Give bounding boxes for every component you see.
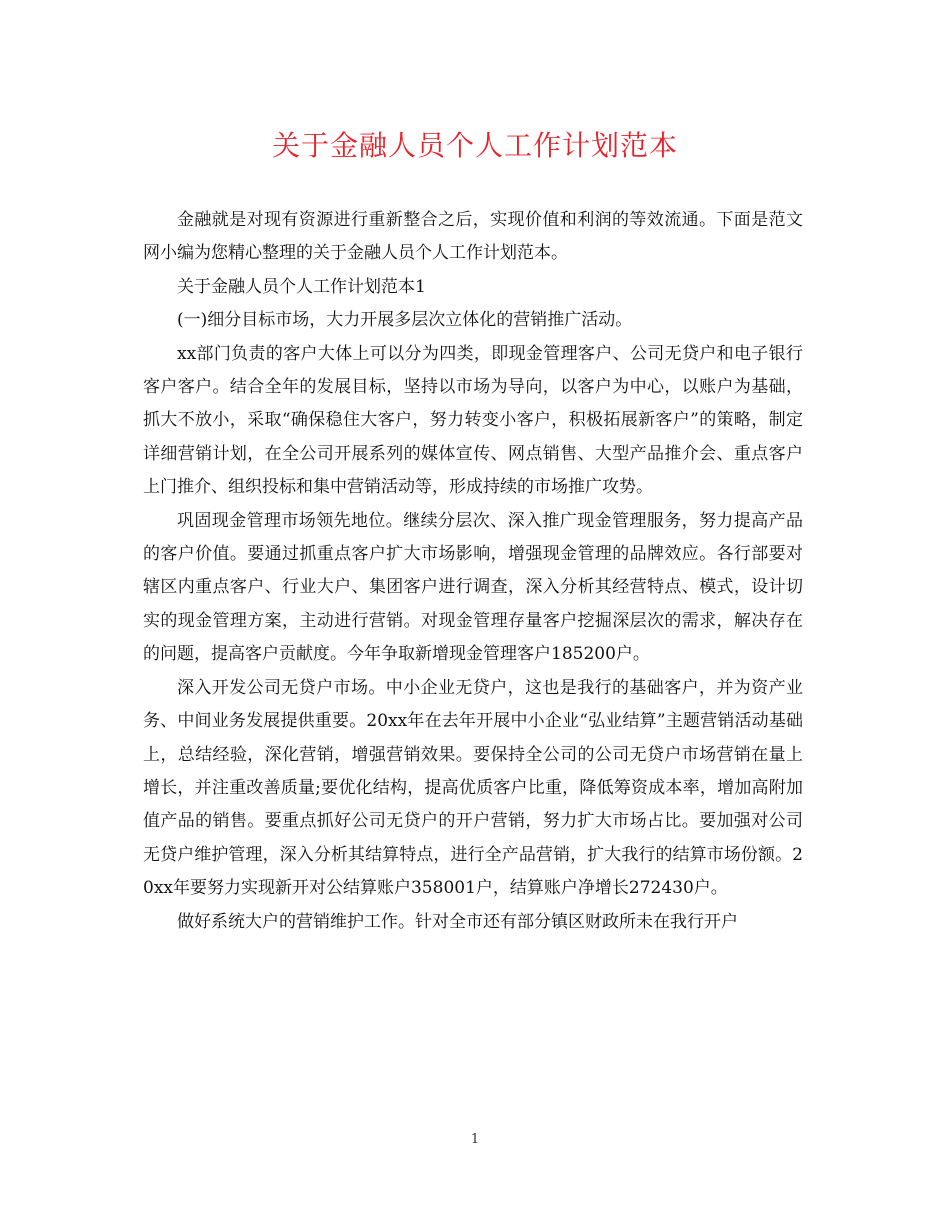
document-title: 关于金融人员个人工作计划范本 <box>271 129 678 162</box>
paragraph-system-clients: 做好系统大户的营销维护工作。针对全市还有部分镇区财政所未在我行开户 <box>177 911 738 932</box>
paragraph-customer-types: xx部门负责的客户大体上可以分为四类，即现金管理客户、公司无贷户和电子银行客户客户。结合全年的发展目标，坚持以市场为导向，以客户为中心，以账户为基础，抓大不放小，采取“确保稳住大客户，努力转变小客户，积极拓展新客户”的策略，制定详细营销计划，在全公司开展系列的媒体宣传、网点销售、大型产品推介会、重点客户上门推介、组织投标和集中营销活动等，形成持续的市场推广攻势。 <box>143 343 803 498</box>
paragraph-cash-management: 巩固现金管理市场领先地位。继续分层次、深入推广现金管理服务，努力提高产品的客户价值。要通过抓重点客户扩大市场影响，增强现金管理的品牌效应。各行部要对辖区内重点客户、行业大户、集团客户进行调查，深入分析其经营特点、模式，设计切实的现金管理方案，主动进行营销。对现金管理存量客户挖掘深层次的需求，解决存在的问题，提高客户贡献度。今年争取新增现金管理客户185200户。 <box>143 510 803 665</box>
paragraph-intro: 金融就是对现有资源进行重新整合之后，实现价值和利润的等效流通。下面是范文网小编为您精心整理的关于金融人员个人工作计划范本。 <box>143 210 803 264</box>
paragraph-subheading: (一)细分目标市场，大力开展多层次立体化的营销推广活动。 <box>177 310 633 331</box>
paragraph-section-heading: 关于金融人员个人工作计划范本1 <box>177 276 426 297</box>
paragraph-no-loan-market: 深入开发公司无贷户市场。中小企业无贷户，这也是我行的基础客户，并为资产业务、中间业务发展提供重要。20xx年在去年开展中小企业“弘业结算”主题营销活动基础上，总结经验，深化营销，增强营销效果。要保持全公司的公司无贷户市场营销在量上增长，并注重改善质量;要优化结构，提高优质客户比重，降低筹资成本率，增加高附加值产品的销售。要重点抓好公司无贷户的开户营销，努力扩大市场占比。要加强对公司无贷户维护管理，深入分析其结算特点，进行全产品营销，扩大我行的结算市场份额。20xx年要努力实现新开对公结算账户358001户，结算账户净增长272430户。 <box>143 677 803 899</box>
document-body <box>143 204 803 939</box>
page-number: 1 <box>470 1132 480 1147</box>
